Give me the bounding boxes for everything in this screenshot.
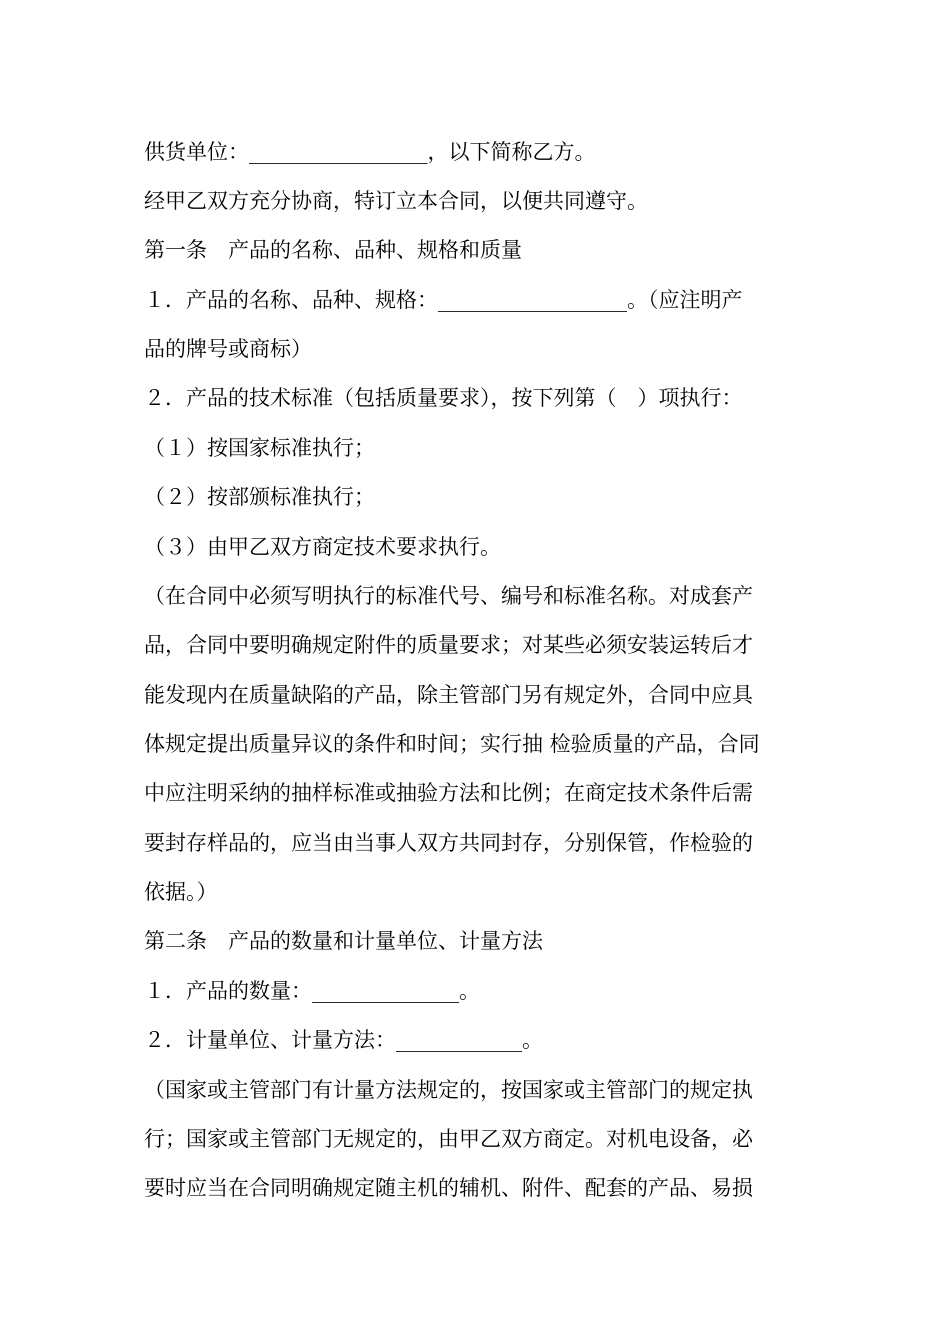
article-1-heading: 第一条 产品的名称、品种、规格和质量 [144, 238, 522, 262]
clause-1-2: ２．产品的技术标准（包括质量要求），按下列第（ ）项执行： [144, 386, 743, 410]
clause-2-1: １．产品的数量：______________。 [144, 979, 480, 1003]
note-1-line-2: 品，合同中要明确规定附件的质量要求；对某些必须安装运转后才 [144, 633, 753, 657]
clause-2-2: ２．计量单位、计量方法：____________。 [144, 1028, 543, 1052]
note-2-line-3: 要时应当在合同明确规定随主机的辅机、附件、配套的产品、易损 [144, 1176, 753, 1200]
note-1-line-3: 能发现内在质量缺陷的产品，除主管部门另有规定外，合同中应具 [144, 683, 753, 707]
supplier-line: 供货单位：_________________，以下简称乙方。 [144, 140, 596, 164]
note-1-line-7: 依据。） [144, 880, 218, 904]
article-2-heading: 第二条 产品的数量和计量单位、计量方法 [144, 929, 543, 953]
note-1-line-4: 体规定提出质量异议的条件和时间；实行抽 检验质量的产品，合同 [144, 732, 760, 756]
note-1-line-1: （在合同中必须写明执行的标准代号、编号和标准名称。对成套产 [144, 584, 753, 608]
note-2-line-1: （国家或主管部门有计量方法规定的，按国家或主管部门的规定执 [144, 1078, 753, 1102]
preamble-line: 经甲乙双方充分协商，特订立本合同，以便共同遵守。 [144, 189, 648, 213]
clause-1-2-option-2: （２）按部颁标准执行； [144, 485, 375, 509]
clause-1-2-option-3: （３）由甲乙双方商定技术要求执行。 [144, 535, 501, 559]
note-2-line-2: 行；国家或主管部门无规定的，由甲乙双方商定。对机电设备，必 [144, 1127, 753, 1151]
note-1-line-5: 中应注明采纳的抽样标准或抽验方法和比例；在商定技术条件后需 [144, 781, 753, 805]
clause-1-1-line-2: 品的牌号或商标） [144, 337, 312, 361]
note-1-line-6: 要封存样品的，应当由当事人双方共同封存，分别保管，作检验的 [144, 831, 753, 855]
clause-1-1-line-1: １．产品的名称、品种、规格：__________________。（应注明产 [144, 288, 743, 312]
clause-1-2-option-1: （１）按国家标准执行； [144, 436, 375, 460]
